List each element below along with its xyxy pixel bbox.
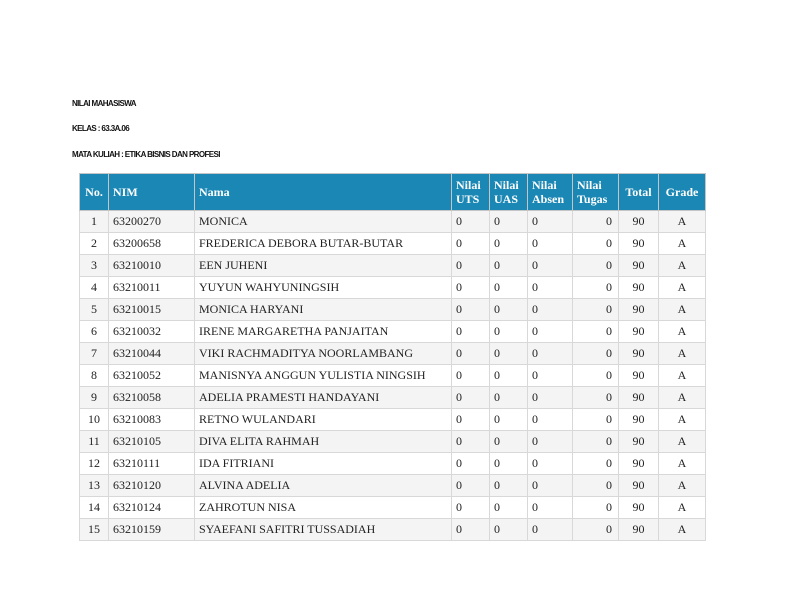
cell-absen: 0 (528, 387, 573, 409)
cell-nim: 63200658 (109, 233, 195, 255)
cell-nama: MANISNYA ANGGUN YULISTIA NINGSIH (195, 365, 452, 387)
cell-grade: A (659, 233, 706, 255)
cell-tugas: 0 (573, 431, 619, 453)
cell-total: 90 (619, 365, 659, 387)
cell-tugas: 0 (573, 255, 619, 277)
cell-no: 8 (80, 365, 109, 387)
cell-absen: 0 (528, 299, 573, 321)
cell-nim: 63210015 (109, 299, 195, 321)
cell-uas: 0 (490, 365, 528, 387)
cell-total: 90 (619, 299, 659, 321)
cell-uas: 0 (490, 519, 528, 541)
course-label: MATA KULIAH : ETIKA BISNIS DAN PROFESI (72, 150, 220, 159)
cell-grade: A (659, 365, 706, 387)
cell-grade: A (659, 519, 706, 541)
cell-total: 90 (619, 277, 659, 299)
table-row (80, 497, 706, 519)
cell-absen: 0 (528, 409, 573, 431)
cell-uts: 0 (452, 365, 490, 387)
table-row (80, 321, 706, 343)
cell-nama: EEN JUHENI (195, 255, 452, 277)
cell-grade: A (659, 497, 706, 519)
cell-tugas: 0 (573, 321, 619, 343)
cell-nim: 63200270 (109, 211, 195, 233)
page-title: NILAI MAHASISWA (72, 99, 136, 108)
cell-uas: 0 (490, 409, 528, 431)
cell-absen: 0 (528, 255, 573, 277)
col-header-absen: Nilai Absen (528, 174, 573, 211)
cell-grade: A (659, 211, 706, 233)
cell-grade: A (659, 343, 706, 365)
cell-absen: 0 (528, 519, 573, 541)
col-header-uts: Nilai UTS (452, 174, 490, 211)
cell-absen: 0 (528, 497, 573, 519)
cell-uts: 0 (452, 453, 490, 475)
cell-nama: VIKI RACHMADITYA NOORLAMBANG (195, 343, 452, 365)
cell-tugas: 0 (573, 365, 619, 387)
cell-uas: 0 (490, 211, 528, 233)
cell-no: 12 (80, 453, 109, 475)
cell-total: 90 (619, 255, 659, 277)
cell-absen: 0 (528, 277, 573, 299)
cell-uts: 0 (452, 233, 490, 255)
cell-absen: 0 (528, 233, 573, 255)
col-header-total: Total (619, 174, 659, 211)
cell-nim: 63210124 (109, 497, 195, 519)
cell-absen: 0 (528, 211, 573, 233)
cell-no: 3 (80, 255, 109, 277)
cell-total: 90 (619, 453, 659, 475)
cell-uas: 0 (490, 299, 528, 321)
cell-grade: A (659, 431, 706, 453)
cell-no: 11 (80, 431, 109, 453)
cell-uts: 0 (452, 475, 490, 497)
cell-tugas: 0 (573, 343, 619, 365)
cell-uas: 0 (490, 343, 528, 365)
cell-no: 2 (80, 233, 109, 255)
cell-tugas: 0 (573, 497, 619, 519)
cell-total: 90 (619, 519, 659, 541)
cell-no: 9 (80, 387, 109, 409)
cell-grade: A (659, 299, 706, 321)
cell-total: 90 (619, 409, 659, 431)
cell-uas: 0 (490, 233, 528, 255)
col-header-no: No. (80, 174, 109, 211)
cell-nim: 63210159 (109, 519, 195, 541)
cell-tugas: 0 (573, 387, 619, 409)
table-body (80, 211, 706, 541)
cell-nama: RETNO WULANDARI (195, 409, 452, 431)
cell-nim: 63210105 (109, 431, 195, 453)
cell-nim: 63210111 (109, 453, 195, 475)
cell-uas: 0 (490, 475, 528, 497)
cell-uts: 0 (452, 431, 490, 453)
table-row (80, 475, 706, 497)
col-header-nim: NIM (109, 174, 195, 211)
cell-total: 90 (619, 343, 659, 365)
cell-tugas: 0 (573, 211, 619, 233)
cell-uts: 0 (452, 343, 490, 365)
cell-nama: IRENE MARGARETHA PANJAITAN (195, 321, 452, 343)
cell-grade: A (659, 453, 706, 475)
cell-nama: DIVA ELITA RAHMAH (195, 431, 452, 453)
cell-grade: A (659, 277, 706, 299)
cell-nim: 63210032 (109, 321, 195, 343)
table-row (80, 387, 706, 409)
cell-no: 14 (80, 497, 109, 519)
table-row (80, 211, 706, 233)
cell-nim: 63210010 (109, 255, 195, 277)
cell-nama: ZAHROTUN NISA (195, 497, 452, 519)
table-row (80, 343, 706, 365)
cell-no: 6 (80, 321, 109, 343)
cell-grade: A (659, 321, 706, 343)
cell-uts: 0 (452, 409, 490, 431)
col-header-nama: Nama (195, 174, 452, 211)
cell-absen: 0 (528, 431, 573, 453)
cell-uas: 0 (490, 453, 528, 475)
cell-nim: 63210052 (109, 365, 195, 387)
col-header-grade: Grade (659, 174, 706, 211)
cell-no: 4 (80, 277, 109, 299)
table-row (80, 409, 706, 431)
cell-nama: ALVINA ADELIA (195, 475, 452, 497)
cell-nim: 63210044 (109, 343, 195, 365)
cell-total: 90 (619, 321, 659, 343)
cell-no: 13 (80, 475, 109, 497)
grades-table (79, 173, 706, 541)
table-row (80, 453, 706, 475)
cell-nama: MONICA (195, 211, 452, 233)
cell-absen: 0 (528, 475, 573, 497)
cell-no: 10 (80, 409, 109, 431)
cell-uts: 0 (452, 519, 490, 541)
cell-grade: A (659, 475, 706, 497)
cell-nim: 63210120 (109, 475, 195, 497)
cell-tugas: 0 (573, 277, 619, 299)
cell-nama: IDA FITRIANI (195, 453, 452, 475)
cell-uts: 0 (452, 497, 490, 519)
cell-uts: 0 (452, 299, 490, 321)
table-row (80, 365, 706, 387)
cell-total: 90 (619, 233, 659, 255)
cell-nama: MONICA HARYANI (195, 299, 452, 321)
cell-grade: A (659, 255, 706, 277)
cell-no: 15 (80, 519, 109, 541)
cell-uas: 0 (490, 277, 528, 299)
col-header-tugas: Nilai Tugas (573, 174, 619, 211)
cell-nim: 63210011 (109, 277, 195, 299)
cell-absen: 0 (528, 453, 573, 475)
class-label: KELAS : 63.3A.06 (72, 124, 130, 133)
cell-no: 5 (80, 299, 109, 321)
cell-no: 1 (80, 211, 109, 233)
cell-nim: 63210058 (109, 387, 195, 409)
cell-uts: 0 (452, 211, 490, 233)
cell-uas: 0 (490, 255, 528, 277)
cell-uts: 0 (452, 321, 490, 343)
cell-no: 7 (80, 343, 109, 365)
table-row (80, 277, 706, 299)
cell-tugas: 0 (573, 233, 619, 255)
cell-uas: 0 (490, 387, 528, 409)
cell-uas: 0 (490, 431, 528, 453)
cell-tugas: 0 (573, 453, 619, 475)
cell-tugas: 0 (573, 299, 619, 321)
cell-nama: FREDERICA DEBORA BUTAR-BUTAR (195, 233, 452, 255)
col-header-uas: Nilai UAS (490, 174, 528, 211)
table-row (80, 233, 706, 255)
cell-uts: 0 (452, 277, 490, 299)
cell-tugas: 0 (573, 519, 619, 541)
cell-grade: A (659, 409, 706, 431)
table-row (80, 519, 706, 541)
cell-nim: 63210083 (109, 409, 195, 431)
cell-total: 90 (619, 475, 659, 497)
cell-total: 90 (619, 211, 659, 233)
cell-uts: 0 (452, 255, 490, 277)
cell-uas: 0 (490, 497, 528, 519)
cell-total: 90 (619, 497, 659, 519)
cell-absen: 0 (528, 365, 573, 387)
table-row (80, 255, 706, 277)
cell-uts: 0 (452, 387, 490, 409)
table-row (80, 299, 706, 321)
cell-grade: A (659, 387, 706, 409)
table-row (80, 431, 706, 453)
cell-tugas: 0 (573, 475, 619, 497)
table-header-row (80, 174, 706, 211)
cell-total: 90 (619, 431, 659, 453)
cell-nama: YUYUN WAHYUNINGSIH (195, 277, 452, 299)
cell-nama: SYAEFANI SAFITRI TUSSADIAH (195, 519, 452, 541)
cell-absen: 0 (528, 343, 573, 365)
cell-total: 90 (619, 387, 659, 409)
cell-uas: 0 (490, 321, 528, 343)
cell-absen: 0 (528, 321, 573, 343)
cell-nama: ADELIA PRAMESTI HANDAYANI (195, 387, 452, 409)
cell-tugas: 0 (573, 409, 619, 431)
